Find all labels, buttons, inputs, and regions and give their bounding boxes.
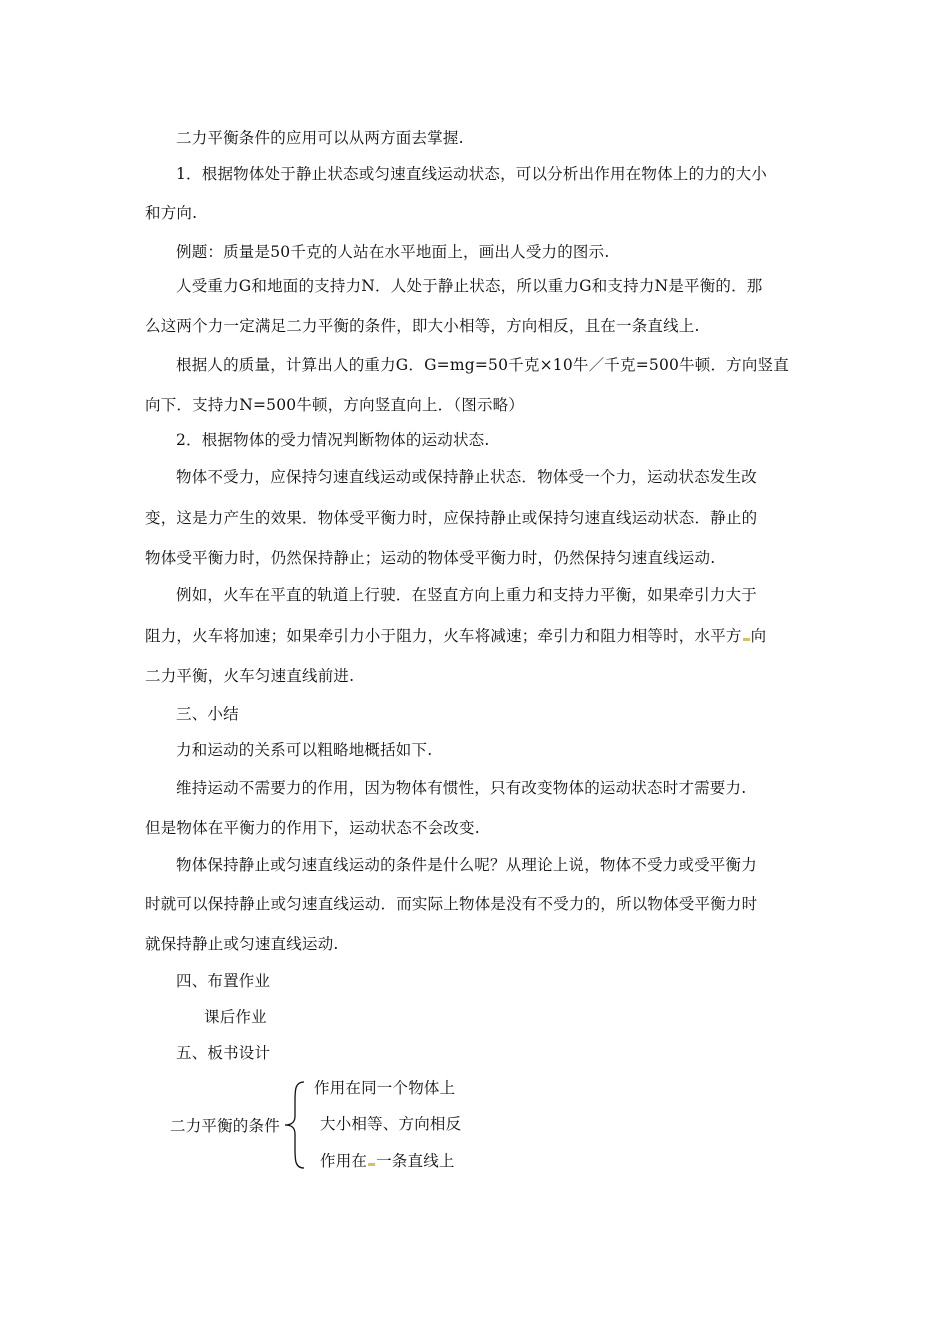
section-heading: 三、小结 bbox=[176, 705, 239, 723]
board-design-label: 二力平衡的条件 bbox=[170, 1117, 280, 1135]
paragraph: 2．根据物体的受力情况判断物体的运动状态. bbox=[176, 431, 490, 449]
text-segment: 作用在 bbox=[320, 1152, 368, 1170]
paragraph: 物体不受力，应保持匀速直线运动或保持静止状态．物体受一个力，运动状态发生改 bbox=[176, 468, 757, 486]
paragraph-continuation: 时就可以保持静止或匀速直线运动．而实际上物体是没有不受力的，所以物体受平衡力时 bbox=[145, 895, 758, 913]
annotation-mark bbox=[368, 1163, 375, 1166]
paragraph: 1．根据物体处于静止状态或匀速直线运动状态，可以分析出作用在物体上的力的大小 bbox=[176, 165, 767, 183]
homework-text: 课后作业 bbox=[204, 1008, 267, 1026]
paragraph: 力和运动的关系可以粗略地概括如下. bbox=[176, 741, 433, 759]
text-segment: 阻力，火车将加速；如果牵引力小于阻力，火车将减速；牵引力和阻力相等时，水平方 bbox=[145, 627, 742, 645]
paragraph: 物体保持静止或匀速直线运动的条件是什么呢？从理论上说，物体不受力或受平衡力 bbox=[176, 856, 757, 874]
section-heading: 五、板书设计 bbox=[176, 1044, 271, 1062]
board-design-item: 大小相等、方向相反 bbox=[320, 1115, 462, 1133]
text-segment: 一条直线上 bbox=[376, 1152, 455, 1170]
example-paragraph: 例题：质量是50千克的人站在水平地面上，画出人受力的图示. bbox=[176, 243, 610, 261]
section-heading: 四、布置作业 bbox=[176, 972, 271, 990]
paragraph: 根据人的质量，计算出人的重力G．G=mg=50千克×10牛／千克=500牛顿．方向竖直 bbox=[176, 356, 789, 374]
paragraph-continuation: 二力平衡，火车匀速直线前进. bbox=[145, 667, 355, 685]
paragraph-continuation: 向下．支持力N=500牛顿，方向竖直向上．（图示略） bbox=[145, 396, 525, 414]
paragraph-continuation: 么这两个力一定满足二力平衡的条件，即大小相等，方向相反，且在一条直线上. bbox=[145, 317, 700, 335]
board-design-item: 作用在同一个物体上 bbox=[314, 1079, 456, 1097]
paragraph: 维持运动不需要力的作用，因为物体有惯性，只有改变物体的运动状态时才需要力. bbox=[176, 779, 747, 797]
paragraph-continuation: 变，这是力产生的效果．物体受平衡力时，应保持静止或保持匀速直线运动状态．静止的 bbox=[145, 509, 758, 527]
paragraph-continuation: 但是物体在平衡力的作用下，运动状态不会改变. bbox=[145, 819, 480, 837]
paragraph: 二力平衡条件的应用可以从两方面去掌握. bbox=[176, 129, 464, 147]
paragraph-continuation: 和方向. bbox=[145, 204, 198, 222]
paragraph-continuation bbox=[145, 626, 766, 646]
paragraph-continuation: 物体受平衡力时，仍然保持静止；运动的物体受平衡力时，仍然保持匀速直线运动. bbox=[145, 549, 716, 567]
curly-brace-icon bbox=[282, 1080, 308, 1170]
paragraph-continuation: 就保持静止或匀速直线运动. bbox=[145, 935, 339, 953]
paragraph: 例如，火车在平直的轨道上行驶．在竖直方向上重力和支持力平衡，如果牵引力大于 bbox=[176, 586, 757, 604]
board-design-item bbox=[320, 1151, 455, 1171]
paragraph: 人受重力G和地面的支持力N．人处于静止状态，所以重力G和支持力N是平衡的．那 bbox=[176, 277, 763, 295]
text-segment: 向 bbox=[750, 627, 767, 645]
annotation-mark bbox=[743, 638, 750, 641]
